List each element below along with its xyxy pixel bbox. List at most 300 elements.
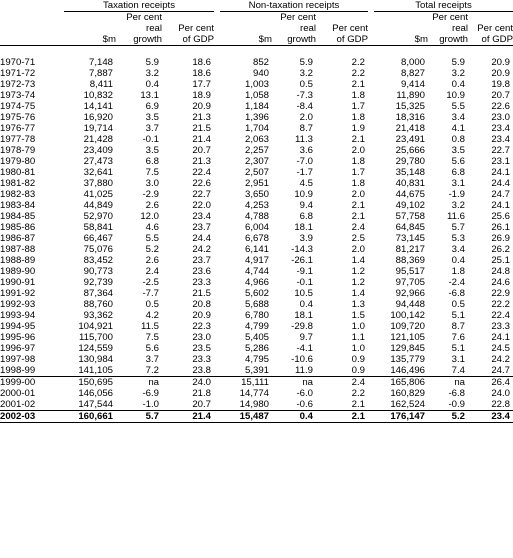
total-growth-cell: 4.1 bbox=[451, 123, 465, 134]
year-cell: 1983-84 bbox=[0, 200, 36, 211]
nontax-growth-cell: 3.2 bbox=[299, 68, 313, 79]
nontax-of-gdp-label: of GDP bbox=[316, 34, 368, 46]
tax-gdp-cell: 20.7 bbox=[192, 145, 211, 156]
tax-sm-cell: 75,076 bbox=[83, 244, 113, 255]
nontax-sm-cell: 4,799 bbox=[244, 321, 269, 332]
nontax-sm-cell: 1,396 bbox=[244, 112, 269, 123]
year-cell: 1981-82 bbox=[0, 178, 36, 189]
nontax-sm-cell: 1,058 bbox=[244, 90, 269, 101]
total-growth-cell: 3.1 bbox=[451, 178, 465, 189]
total-gdp-cell: 22.8 bbox=[491, 399, 510, 410]
year-cell: 1997-98 bbox=[0, 354, 36, 365]
total-growth-cell: 7.6 bbox=[451, 332, 465, 343]
table-row bbox=[0, 156, 513, 167]
table-row bbox=[0, 101, 513, 112]
nontax-gdp-cell: 1.3 bbox=[351, 299, 365, 310]
year-cell: 2001-02 bbox=[0, 399, 36, 410]
total-growth-cell: 5.1 bbox=[451, 343, 465, 354]
tax-growth-cell: 3.5 bbox=[145, 112, 159, 123]
header-spacer bbox=[0, 46, 513, 58]
tax-growth-cell: -1.0 bbox=[142, 399, 159, 410]
total-gdp-cell: 22.7 bbox=[491, 145, 510, 156]
tax-gdp-cell: 23.3 bbox=[192, 277, 211, 288]
nontax-gdp-cell: 1.2 bbox=[351, 266, 365, 277]
total-growth-cell: 0.4 bbox=[451, 255, 465, 266]
nontax-gdp-cell: 0.9 bbox=[351, 354, 365, 365]
tax-growth-cell: -2.9 bbox=[142, 189, 159, 200]
total-growth-cell: 5.9 bbox=[451, 57, 465, 68]
nontax-growth-cell: -1.7 bbox=[296, 167, 313, 178]
tax-gdp-cell: 21.4 bbox=[192, 134, 211, 145]
tax-sm-cell: 83,452 bbox=[83, 255, 113, 266]
year-cell: 1975-76 bbox=[0, 112, 36, 123]
tax-gdp-cell: 20.9 bbox=[192, 310, 211, 321]
total-sm-cell: 18,316 bbox=[395, 112, 425, 123]
tax-sm-cell: 92,739 bbox=[83, 277, 113, 288]
nontax-gdp-cell: 2.0 bbox=[351, 244, 365, 255]
total-gdp-cell: 24.7 bbox=[491, 365, 510, 376]
tax-gdp-cell: 24.4 bbox=[192, 233, 211, 244]
nontax-sm-cell: 5,405 bbox=[244, 332, 269, 343]
total-gdp-cell: 22.2 bbox=[491, 299, 510, 310]
total-per-cent-gdp-label: Per cent bbox=[477, 23, 513, 34]
total-growth-cell: 5.7 bbox=[451, 222, 465, 233]
units-row bbox=[0, 34, 513, 46]
total-growth-cell: -0.9 bbox=[448, 399, 465, 410]
total-growth-cell: 5.1 bbox=[451, 310, 465, 321]
tax-growth-cell: -0.1 bbox=[142, 134, 159, 145]
nontax-sm-cell: 5,391 bbox=[244, 365, 269, 376]
table-row bbox=[0, 388, 513, 399]
total-sm-cell: 64,845 bbox=[395, 222, 425, 233]
total-growth-cell: 10.9 bbox=[446, 90, 465, 101]
tax-sm-cell: 27,473 bbox=[83, 156, 113, 167]
nontax-gdp-cell: 2.1 bbox=[351, 134, 365, 145]
nontax-gdp-cell: 1.0 bbox=[351, 343, 365, 354]
table-row bbox=[0, 233, 513, 244]
total-gdp-cell: 24.1 bbox=[491, 167, 510, 178]
total-sm-label: $m bbox=[374, 34, 428, 46]
total-growth-cell: 3.2 bbox=[451, 200, 465, 211]
total-per-cent-label: Per cent bbox=[432, 12, 468, 23]
nontax-gdp-cell: 2.2 bbox=[351, 57, 365, 68]
total-gdp-cell: 26.9 bbox=[491, 233, 510, 244]
total-sm-cell: 95,517 bbox=[395, 266, 425, 277]
tax-sm-cell: 19,714 bbox=[83, 123, 113, 134]
table-row bbox=[0, 244, 513, 255]
tax-growth-cell: 2.4 bbox=[145, 266, 159, 277]
total-gdp-cell: 24.4 bbox=[491, 178, 510, 189]
total-growth-cell: -6.8 bbox=[448, 388, 465, 399]
total-growth-cell: 3.2 bbox=[451, 68, 465, 79]
nontax-growth-cell: 6.8 bbox=[299, 211, 313, 222]
table-row bbox=[0, 211, 513, 222]
tax-growth-cell: 0.5 bbox=[145, 299, 159, 310]
total-growth-cell: 11.6 bbox=[447, 211, 465, 222]
nontax-growth-cell: -0.6 bbox=[296, 399, 313, 410]
nontax-real-label: real bbox=[300, 23, 316, 34]
total-gdp-cell: 24.2 bbox=[491, 354, 510, 365]
total-growth-cell: 1.8 bbox=[451, 266, 465, 277]
tax-growth-cell: 5.6 bbox=[145, 343, 159, 354]
year-cell: 1971-72 bbox=[0, 68, 36, 79]
total-sm-cell: 40,831 bbox=[395, 178, 425, 189]
tax-gdp-cell: 23.5 bbox=[192, 343, 211, 354]
tax-gdp-cell: 20.7 bbox=[192, 399, 211, 410]
year-cell: 1987-88 bbox=[0, 244, 36, 255]
year-cell: 1979-80 bbox=[0, 156, 36, 167]
tax-sm-cell: 52,970 bbox=[83, 211, 113, 222]
tax-sm-cell: 115,700 bbox=[79, 332, 113, 343]
year-cell: 1992-93 bbox=[0, 299, 36, 310]
total-sm-cell: 35,148 bbox=[395, 167, 425, 178]
subheader-row-2 bbox=[0, 23, 513, 34]
nontax-sm-cell: 5,602 bbox=[244, 288, 269, 299]
tax-sm-cell: 124,559 bbox=[78, 343, 113, 354]
table-row bbox=[0, 321, 513, 332]
year-cell: 1978-79 bbox=[0, 145, 36, 156]
nontax-gdp-cell: 1.4 bbox=[351, 288, 365, 299]
tax-growth-cell: 3.7 bbox=[145, 354, 159, 365]
nontax-sm-cell: 2,063 bbox=[244, 134, 269, 145]
subheader-row-1 bbox=[0, 12, 513, 24]
nontax-sm-cell: 6,780 bbox=[244, 310, 269, 321]
nontax-sm-cell: 1,003 bbox=[244, 79, 269, 90]
tax-gdp-cell: 24.0 bbox=[162, 377, 214, 389]
group-header-row bbox=[0, 0, 513, 12]
table-row bbox=[0, 57, 513, 68]
nontax-gdp-cell: 1.1 bbox=[351, 332, 365, 343]
total-sm-cell: 21,418 bbox=[395, 123, 425, 134]
year-cell: 1990-91 bbox=[0, 277, 36, 288]
tax-growth-cell: 3.0 bbox=[145, 178, 159, 189]
total-sm-cell: 29,780 bbox=[395, 156, 425, 167]
nontax-growth-cell: -8.4 bbox=[296, 101, 313, 112]
tax-growth-cell: 4.2 bbox=[145, 310, 159, 321]
nontax-growth-cell: 9.4 bbox=[299, 200, 313, 211]
year-cell: 1986-87 bbox=[0, 233, 36, 244]
tax-growth-cell: 13.1 bbox=[140, 90, 159, 101]
nontax-gdp-cell: 2.1 bbox=[351, 211, 365, 222]
table-row bbox=[0, 134, 513, 145]
table-row bbox=[0, 299, 513, 310]
table-row bbox=[0, 288, 513, 299]
tax-growth-cell: 5.7 bbox=[116, 411, 162, 423]
table-row bbox=[0, 200, 513, 211]
year-cell: 1984-85 bbox=[0, 211, 36, 222]
nontax-gdp-cell: 1.7 bbox=[351, 101, 365, 112]
total-gdp-cell: 23.3 bbox=[491, 321, 510, 332]
table-row bbox=[0, 354, 513, 365]
tax-sm-cell: 32,641 bbox=[83, 167, 113, 178]
nontax-growth-cell: 10.9 bbox=[294, 189, 313, 200]
total-growth-cell: 6.8 bbox=[451, 167, 465, 178]
nontax-growth-cell: -14.3 bbox=[291, 244, 313, 255]
total-sm-cell: 165,806 bbox=[374, 377, 428, 389]
nontax-growth-cell: 3.6 bbox=[299, 145, 313, 156]
total-sm-cell: 23,491 bbox=[395, 134, 425, 145]
total-growth-cell: 5.5 bbox=[451, 101, 465, 112]
total-growth-cell: 3.4 bbox=[451, 112, 465, 123]
tax-gdp-cell: 22.3 bbox=[192, 321, 211, 332]
tax-growth-cell: 12.0 bbox=[140, 211, 159, 222]
nontax-gdp-cell: 2.2 bbox=[351, 388, 365, 399]
table-row bbox=[0, 178, 513, 189]
tax-gdp-cell: 21.5 bbox=[192, 288, 211, 299]
nontax-growth-cell: 0.4 bbox=[299, 299, 313, 310]
tax-growth-cell: 3.2 bbox=[145, 68, 159, 79]
total-sm-cell: 160,829 bbox=[390, 388, 425, 399]
nontax-growth-cell: 8.7 bbox=[299, 123, 313, 134]
table-row bbox=[0, 222, 513, 233]
tax-growth-cell: 6.9 bbox=[145, 101, 159, 112]
tax-sm-cell: 8,411 bbox=[89, 79, 113, 90]
table-row bbox=[0, 90, 513, 101]
nontax-growth-cell: -0.1 bbox=[296, 277, 313, 288]
total-sm-cell: 73,145 bbox=[395, 233, 425, 244]
tax-sm-cell: 37,880 bbox=[83, 178, 113, 189]
nontax-gdp-cell: 2.0 bbox=[351, 145, 365, 156]
nontax-sm-cell: 4,795 bbox=[244, 354, 269, 365]
non-taxation-receipts-header: Non-taxation receipts bbox=[220, 0, 368, 12]
nontax-growth-cell: 9.7 bbox=[299, 332, 313, 343]
total-gdp-cell: 23.0 bbox=[491, 112, 510, 123]
nontax-sm-cell: 6,004 bbox=[244, 222, 269, 233]
tax-growth-cell: na bbox=[116, 377, 162, 389]
total-gdp-cell: 24.6 bbox=[491, 277, 510, 288]
tax-sm-cell: 150,695 bbox=[64, 377, 116, 389]
total-growth-cell: 7.4 bbox=[451, 365, 465, 376]
total-growth-cell: na bbox=[428, 377, 468, 389]
year-cell: 1991-92 bbox=[0, 288, 36, 299]
table-row bbox=[0, 266, 513, 277]
tax-growth-cell: 5.2 bbox=[145, 244, 159, 255]
total-sm-cell: 15,325 bbox=[395, 101, 425, 112]
nontax-sm-cell: 5,286 bbox=[244, 343, 269, 354]
nontax-sm-cell: 2,951 bbox=[244, 178, 269, 189]
total-growth-cell: 3.1 bbox=[451, 354, 465, 365]
total-sm-cell: 100,142 bbox=[390, 310, 425, 321]
year-cell: 1989-90 bbox=[0, 266, 36, 277]
table-row bbox=[0, 123, 513, 134]
total-gdp-cell: 20.7 bbox=[491, 90, 510, 101]
year-cell: 1982-83 bbox=[0, 189, 36, 200]
total-growth-cell: 0.8 bbox=[451, 134, 465, 145]
nontax-growth-cell: 18.1 bbox=[294, 310, 313, 321]
tax-sm-cell: 93,362 bbox=[83, 310, 113, 321]
total-sm-cell: 8,000 bbox=[400, 57, 425, 68]
nontax-gdp-cell: 2.1 bbox=[351, 399, 365, 410]
table-row bbox=[0, 112, 513, 123]
total-gdp-cell: 23.4 bbox=[491, 134, 510, 145]
tax-growth-cell: 2.6 bbox=[145, 255, 159, 266]
tax-gdp-cell: 23.0 bbox=[192, 332, 211, 343]
total-sm-cell: 88,369 bbox=[395, 255, 425, 266]
tax-sm-cell: 58,841 bbox=[83, 222, 113, 233]
nontax-gdp-cell: 1.8 bbox=[351, 90, 365, 101]
nontax-growth-cell: -7.0 bbox=[296, 156, 313, 167]
total-gdp-cell: 22.6 bbox=[491, 101, 510, 112]
table-row bbox=[0, 189, 513, 200]
nontax-growth-cell: 5.9 bbox=[299, 57, 313, 68]
total-gdp-cell: 26.4 bbox=[468, 377, 513, 389]
tax-sm-cell: 41,025 bbox=[83, 189, 113, 200]
nontax-gdp-cell: 2.4 bbox=[316, 377, 368, 389]
tax-sm-cell: 21,428 bbox=[83, 134, 113, 145]
tax-sm-cell: 10,832 bbox=[83, 90, 113, 101]
tax-gdp-cell: 18.6 bbox=[192, 68, 211, 79]
total-of-gdp-label: of GDP bbox=[468, 34, 513, 46]
tax-gdp-cell: 23.7 bbox=[192, 222, 211, 233]
tax-gdp-cell: 23.3 bbox=[192, 354, 211, 365]
total-sm-cell: 121,105 bbox=[390, 332, 425, 343]
year-cell: 1970-71 bbox=[0, 57, 36, 68]
total-sm-cell: 11,890 bbox=[396, 90, 425, 101]
nontax-sm-cell: 4,253 bbox=[244, 200, 269, 211]
tax-gdp-cell: 21.3 bbox=[192, 112, 211, 123]
tax-gdp-cell: 23.4 bbox=[192, 211, 211, 222]
nontax-gdp-cell: 2.1 bbox=[316, 411, 368, 423]
nontax-sm-cell: 6,678 bbox=[244, 233, 269, 244]
nontax-growth-cell: -9.1 bbox=[296, 266, 313, 277]
total-gdp-cell: 26.2 bbox=[491, 244, 510, 255]
tax-of-gdp-label: of GDP bbox=[162, 34, 214, 46]
nontax-sm-cell: 15,111 bbox=[220, 377, 272, 389]
nontax-growth-cell: 4.5 bbox=[299, 178, 313, 189]
table-row bbox=[0, 79, 513, 90]
tax-gdp-cell: 23.8 bbox=[192, 365, 211, 376]
nontax-sm-cell: 2,507 bbox=[244, 167, 269, 178]
nontax-growth-cell: 10.5 bbox=[294, 288, 313, 299]
total-gdp-cell: 23.4 bbox=[491, 123, 510, 134]
tax-gdp-cell: 24.2 bbox=[192, 244, 211, 255]
year-cell: 2000-01 bbox=[0, 388, 36, 399]
nontax-gdp-cell: 2.4 bbox=[351, 222, 365, 233]
total-sm-cell: 9,414 bbox=[400, 79, 425, 90]
tax-growth-cell: 7.2 bbox=[145, 365, 159, 376]
nontax-growth-cell: -26.1 bbox=[291, 255, 313, 266]
tax-sm-cell: 147,544 bbox=[78, 399, 113, 410]
year-cell: 1996-97 bbox=[0, 343, 36, 354]
year-cell: 1972-73 bbox=[0, 79, 36, 90]
total-gdp-cell: 22.4 bbox=[491, 310, 510, 321]
total-gdp-cell: 26.1 bbox=[491, 222, 510, 233]
table-row bbox=[0, 277, 513, 288]
nontax-sm-cell: 940 bbox=[252, 68, 269, 79]
tax-sm-cell: 44,849 bbox=[83, 200, 113, 211]
tax-growth-cell: -2.5 bbox=[142, 277, 159, 288]
total-growth-cell: 8.7 bbox=[451, 321, 465, 332]
nontax-sm-cell: 14,980 bbox=[239, 399, 269, 410]
tax-sm-cell: 7,148 bbox=[88, 57, 113, 68]
tax-growth-cell: 2.6 bbox=[145, 200, 159, 211]
total-gdp-cell: 25.6 bbox=[491, 211, 510, 222]
nontax-per-cent-gdp-label: Per cent bbox=[332, 23, 368, 34]
nontax-gdp-cell: 2.1 bbox=[351, 200, 365, 211]
table-row bbox=[0, 399, 513, 411]
nontax-sm-label: $m bbox=[220, 34, 272, 46]
tax-growth-label: growth bbox=[116, 34, 162, 46]
nontax-growth-cell: 0.5 bbox=[299, 79, 313, 90]
nontax-growth-cell: 0.4 bbox=[272, 411, 316, 423]
nontax-sm-cell: 3,650 bbox=[244, 189, 269, 200]
nontax-gdp-cell: 2.2 bbox=[351, 68, 365, 79]
table-row bbox=[0, 377, 513, 389]
year-cell: 2002-03 bbox=[0, 411, 64, 423]
nontax-sm-cell: 5,688 bbox=[244, 299, 269, 310]
total-growth-cell: 3.5 bbox=[451, 145, 465, 156]
nontax-gdp-cell: 2.5 bbox=[351, 233, 365, 244]
year-cell: 1995-96 bbox=[0, 332, 36, 343]
total-receipts-header: Total receipts bbox=[374, 0, 513, 12]
tax-sm-cell: 90,773 bbox=[83, 266, 113, 277]
nontax-gdp-cell: 1.8 bbox=[351, 178, 365, 189]
tax-gdp-cell: 21.5 bbox=[192, 123, 211, 134]
nontax-gdp-cell: 1.4 bbox=[351, 255, 365, 266]
nontax-sm-cell: 852 bbox=[252, 57, 269, 68]
total-gdp-cell: 24.0 bbox=[491, 388, 510, 399]
tax-growth-cell: 3.5 bbox=[145, 145, 159, 156]
total-sm-cell: 97,705 bbox=[395, 277, 425, 288]
total-sm-cell: 176,147 bbox=[374, 411, 428, 423]
table-row bbox=[0, 343, 513, 354]
tax-gdp-cell: 18.6 bbox=[192, 57, 211, 68]
year-cell: 1974-75 bbox=[0, 101, 36, 112]
year-cell: 1977-78 bbox=[0, 134, 36, 145]
nontax-growth-cell: 18.1 bbox=[294, 222, 313, 233]
nontax-gdp-cell: 1.5 bbox=[351, 310, 365, 321]
nontax-growth-cell: -29.8 bbox=[291, 321, 313, 332]
tax-sm-cell: 66,467 bbox=[83, 233, 113, 244]
taxation-receipts-header: Taxation receipts bbox=[64, 0, 214, 12]
total-sm-cell: 49,102 bbox=[395, 200, 425, 211]
tax-growth-cell: 3.7 bbox=[145, 123, 159, 134]
tax-sm-cell: 16,920 bbox=[83, 112, 113, 123]
tax-per-cent-label: Per cent bbox=[126, 12, 162, 23]
year-cell: 1973-74 bbox=[0, 90, 36, 101]
year-cell: 1988-89 bbox=[0, 255, 36, 266]
nontax-per-cent-label: Per cent bbox=[280, 12, 316, 23]
total-sm-cell: 94,448 bbox=[395, 299, 425, 310]
total-growth-cell: -2.4 bbox=[448, 277, 465, 288]
tax-gdp-cell: 23.7 bbox=[192, 255, 211, 266]
nontax-sm-cell: 4,917 bbox=[244, 255, 269, 266]
nontax-growth-cell: -6.0 bbox=[296, 388, 313, 399]
nontax-gdp-cell: 1.9 bbox=[351, 123, 365, 134]
table-row bbox=[0, 167, 513, 178]
tax-gdp-cell: 17.7 bbox=[192, 79, 211, 90]
tax-gdp-cell: 23.6 bbox=[192, 266, 211, 277]
nontax-growth-label: growth bbox=[272, 34, 316, 46]
total-gdp-cell: 23.1 bbox=[491, 156, 510, 167]
total-gdp-cell: 23.4 bbox=[468, 411, 513, 423]
total-gdp-cell: 24.1 bbox=[491, 200, 510, 211]
tax-growth-cell: 0.4 bbox=[145, 79, 159, 90]
total-gdp-cell: 22.9 bbox=[491, 288, 510, 299]
year-cell: 1994-95 bbox=[0, 321, 36, 332]
total-gdp-cell: 20.9 bbox=[491, 68, 510, 79]
total-sm-cell: 135,779 bbox=[390, 354, 425, 365]
total-growth-cell: 0.4 bbox=[451, 79, 465, 90]
total-sm-cell: 129,845 bbox=[390, 343, 425, 354]
nontax-gdp-cell: 2.0 bbox=[351, 189, 365, 200]
tax-sm-cell: 141,105 bbox=[78, 365, 113, 376]
nontax-growth-cell: 3.9 bbox=[299, 233, 313, 244]
tax-gdp-cell: 22.4 bbox=[192, 167, 211, 178]
tax-growth-cell: 5.9 bbox=[145, 57, 159, 68]
tax-growth-cell: 6.8 bbox=[145, 156, 159, 167]
tax-sm-cell: 104,921 bbox=[78, 321, 113, 332]
